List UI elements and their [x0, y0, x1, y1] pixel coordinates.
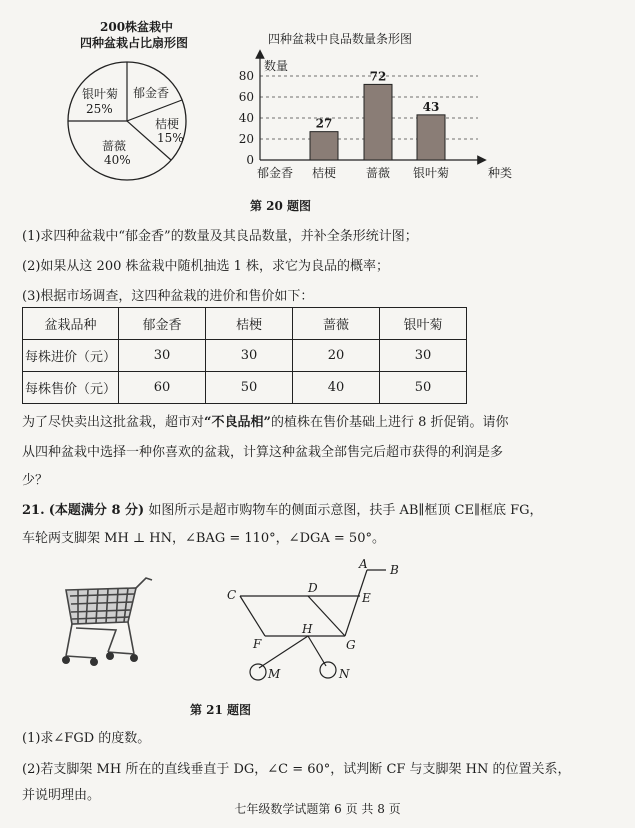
bar-chart-title: 四种盆栽中良品数量条形图: [268, 32, 413, 46]
q21-line2: 车轮两支脚架 MH ⊥ HN，∠BAG = 110°，∠DGA = 50°。: [22, 531, 385, 546]
geometry-figure: [222, 558, 412, 688]
pie-pct-yinyeju: 25%: [86, 102, 113, 116]
shopping-cart-photo: [56, 572, 156, 672]
table-header-cell: 银叶菊: [380, 308, 467, 340]
bar-chart: [220, 48, 520, 188]
q21-line1: [22, 499, 543, 518]
point-label-n: N: [339, 667, 350, 681]
q20-part2: (2)如果从这 200 株盆栽中随机抽选 1 株，求它为良品的概率；: [22, 259, 390, 274]
table-cell: 50: [206, 372, 293, 404]
bar-value-label: 27: [315, 116, 333, 131]
q20-part4-text: 为了尽快卖出这批盆栽，超市对: [22, 415, 205, 430]
point-label-g: G: [346, 638, 356, 652]
pie-label-qiangwei: 蔷薇: [102, 139, 127, 153]
q21-part2-line2: 并说明理由。: [22, 788, 101, 803]
x-tick-label: 郁金香: [256, 166, 294, 180]
q21-part1: (1)求∠FGD 的度数。: [22, 731, 151, 746]
table-cell: 30: [380, 340, 467, 372]
y-tick-label: 0: [246, 153, 254, 167]
point-label-b: B: [390, 563, 399, 577]
y-tick-label: 80: [238, 69, 254, 83]
point-label-e: E: [362, 591, 371, 605]
point-label-f: F: [253, 637, 262, 651]
table-cell: 40: [293, 372, 380, 404]
x-axis-label: 种类: [488, 166, 513, 180]
pie-title-line1: 200株盆栽中: [100, 20, 174, 34]
point-label-m: M: [268, 667, 281, 681]
figure21-caption: 第 21 题图: [190, 703, 252, 717]
pie-pct-jiegeng: 15%: [157, 131, 184, 145]
x-tick-label: 蔷薇: [365, 166, 391, 180]
bar: [364, 84, 392, 160]
point-label-d: D: [308, 581, 318, 595]
page-footer: 七年级数学试题第 6 页 共 8 页: [234, 802, 401, 816]
bar: [310, 132, 338, 160]
table-row: [23, 340, 467, 372]
q21-part2-line1: (2)若支脚架 MH 所在的直线垂直于 DG，∠C = 60°，试判断 CF 与支脚架 HN 的位置关系，: [22, 762, 571, 777]
segment-cf: [240, 596, 265, 636]
q21-text: 如图所示是超市购物车的侧面示意图，扶手 AB∥框顶 CE∥框底 FG，: [148, 503, 543, 518]
point-label-c: C: [227, 588, 237, 602]
y-axis-label: 数量: [264, 59, 289, 73]
wheel-m: [250, 664, 266, 680]
pie-pct-qiangwei: 40%: [104, 153, 131, 167]
segment-hn: [308, 636, 326, 666]
table-cell: 20: [293, 340, 380, 372]
q21-number: 21.: [22, 503, 45, 518]
bar-value-label: 72: [369, 69, 387, 84]
table-cell: 50: [380, 372, 467, 404]
pie-label-jiegeng: 桔梗: [155, 117, 180, 131]
table-cell: 30: [206, 340, 293, 372]
table-header-cell: 郁金香: [119, 308, 206, 340]
q20-part4-quote: “不良品相”: [204, 415, 271, 430]
pie-label-yinyeju: 银叶菊: [82, 87, 119, 101]
q21-points: (本题满分 8 分): [48, 503, 145, 518]
table-cell: 60: [119, 372, 206, 404]
table-cell: 每株进价（元）: [23, 340, 119, 372]
q20-part4-line1: [22, 411, 509, 430]
segment-dg: [308, 596, 345, 636]
y-tick-label: 60: [238, 90, 254, 104]
bar-value-label: 43: [422, 99, 440, 114]
x-tick-label: 银叶菊: [412, 166, 450, 180]
table-header-cell: 桔梗: [206, 308, 293, 340]
table-header-cell: 蔷薇: [293, 308, 380, 340]
segment-hm: [259, 636, 308, 668]
point-label-a: A: [359, 558, 368, 571]
table-row: [23, 372, 467, 404]
table-cell: 每株售价（元）: [23, 372, 119, 404]
price-table: [22, 307, 467, 404]
pie-label-yujinxiang: 郁金香: [133, 86, 170, 100]
figure20-caption: 第 20 题图: [250, 199, 312, 213]
pie-title-line2: 四种盆栽占比扇形图: [80, 36, 189, 50]
table-header-row: [23, 308, 467, 340]
wheel-n: [320, 662, 336, 678]
q20-part3: (3)根据市场调查，这四种盆栽的进价和售价如下：: [22, 289, 314, 304]
y-tick-label: 20: [238, 132, 254, 146]
table-header-cell: 盆栽品种: [23, 308, 119, 340]
point-label-h: H: [302, 622, 313, 636]
q20-part1: (1)求四种盆栽中“郁金香”的数量及其良品数量，并补全条形统计图；: [22, 229, 418, 244]
y-tick-label: 40: [238, 111, 254, 125]
q20-part4-line2: 从四种盆栽中选择一种你喜欢的盆栽，计算这种盆栽全部售完后超市获得的利润是多: [22, 445, 504, 460]
q20-part4-line3: 少？: [22, 473, 49, 488]
q20-part4-text: 的植株在售价基础上进行 8 折促销。请你: [270, 415, 509, 430]
bar: [417, 115, 445, 160]
pie-chart: [60, 56, 200, 186]
x-tick-label: 桔梗: [311, 166, 337, 180]
table-cell: 30: [119, 340, 206, 372]
